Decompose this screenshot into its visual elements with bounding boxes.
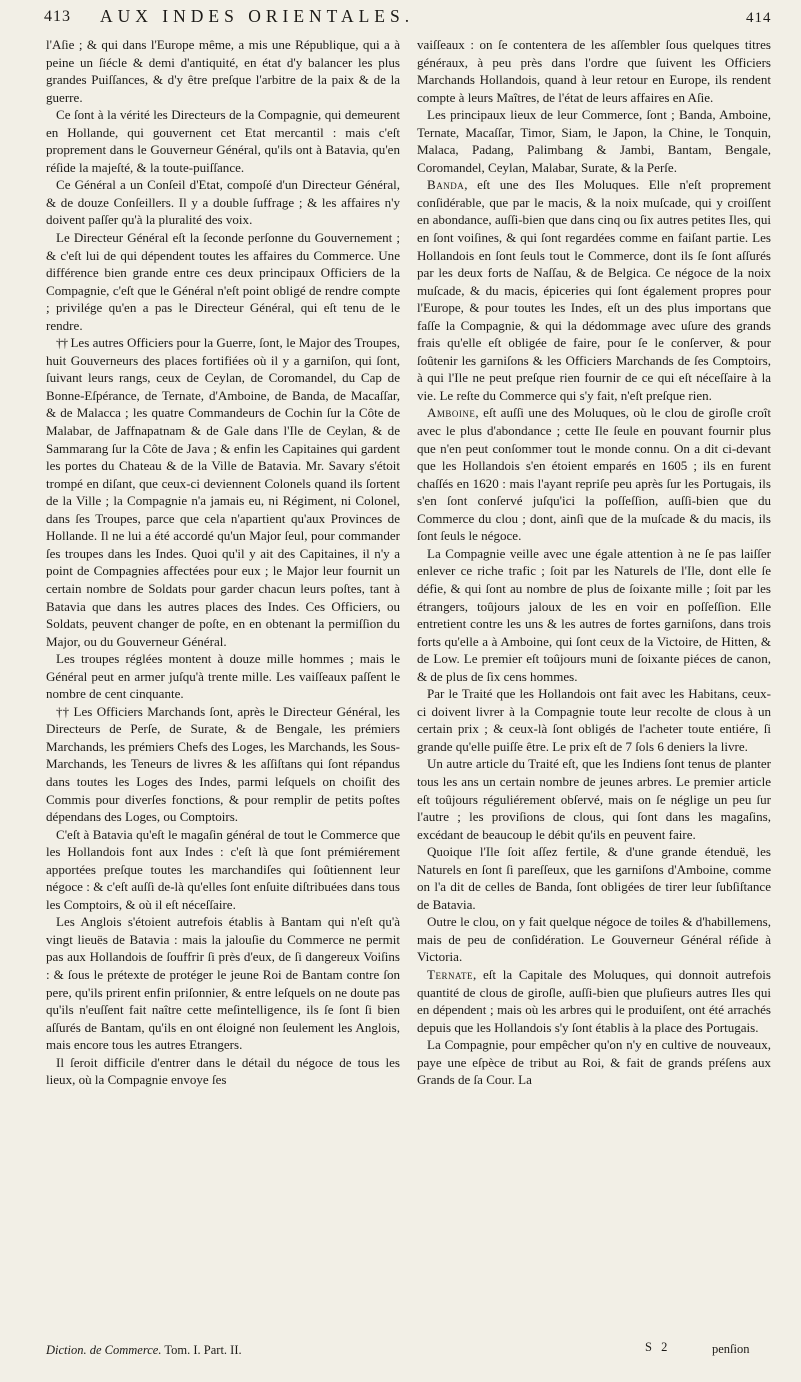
paragraph — [417, 36, 771, 106]
paragraph-text: Le Directeur Général eſt la ſeconde perſonne du Gouvernement ; & c'eſt lui de qui dépendent toutes les affaires du Commerce. Une différence bien grande entre ces deux principaux Officiers de la Compagnie, c'eſt que le Général n'eſt point obligé de rendre compte ; privilége qu'en a pas le Directeur Général, qui eſt tenu de le rendre. — [46, 230, 400, 333]
section-mark: †† — [56, 703, 70, 719]
paragraph — [46, 106, 400, 176]
paragraph-text: , eſt la Capitale des Moluques, qui donnoit autrefois quantité de clous de giroſle, auſſi-bien que pluſieurs autres Iles qui en dépendent ; mais où les arbres qui le produiſent, ont été arrachés depuis que les Hollandois s'y ſont établis à la place des Portugais. — [417, 966, 771, 1035]
source-title: Diction. de Commerce. — [46, 1343, 162, 1357]
paragraph-text: Il ſeroit difficile d'entrer dans le détail du négoce de tous les lieux, où la Compagnie envoye ſes — [46, 1054, 400, 1088]
paragraph-text: La Compagnie veille avec une égale attention à ne ſe pas laiſſer enlever ce riche trafic ; ſoit par les Naturels de l'Ile, dont elle ſe défie, & qui ſont au nombre de plus de ſoixante mille ; ſoit par les étrangers, toûjours jaloux de les en voir en poſſeſſion. Elle entretient contre les uns & les autres de fortes garniſons, dans trois forts qu'elle a à Amboine, qui ſont ceux de la Victoire, de Hitten, & de Low. Le premier eſt toûjours muni de ſoixante piéces de canon, & de plus de ſix cens hommes. — [417, 545, 771, 684]
paragraph-text: Les Anglois s'étoient autrefois établis à Bantam qui n'eſt qu'à vingt lieuës de Batavia : mais la jalouſie du Commerce ne permit pas aux Hollandois de ſouffrir ſi près d'eux, de ſi dangereux Voiſins : & ſous le prétexte de protéger le jeune Roi de Bantam contre ſon pere, qu'ils prirent enfin priſonnier, & entre leſquels on ne doute pas qu'ils n'euſſent fait naître cette meſintelligence, ils ſe ſont ſi bien aſſurés de Bantam, qu'ils en ont éloigné non ſeulement les Anglois, mais encore tous les autres Etrangers. — [46, 914, 400, 1053]
paragraph — [417, 106, 771, 176]
paragraph — [46, 826, 400, 914]
source-volume: Tom. I. Part. II. — [164, 1343, 242, 1357]
paragraph-text: Les autres Officiers pour la Guerre, ſont, le Major des Troupes, huit Gouverneurs des places fortifiées où il y a garniſon, qui ſont, ſuivant leurs rangs, ceux de Ceylan, de Coromandel, du Cap de Bonne-Eſpérance, de Ternate, d'Amboine, de Banda, de Macaſſar, & de Malacca ; les quatre Commandeurs de Cochin ſur la Côte de Malabar, de Jaffnapatnam & de Gale dans l'Ile de Ceylan, & de Sammarang ſur la Côte de Java ; & enfin les Capitaines qui gardent les portes du Chateau & de la Ville de Batavia. Mr. Savary s'étoit trompé en diſant, que ceux-ci deviennent Colonels quand ils ſortent de la Ville ; la Compagnie n'a jamais eu, ni Régiment, ni Colonel, dans ſes Troupes, parce que cela n'apartient qu'aux Provinces de Hollande. Il ne lui a été accordé qu'un Major ſeul, pour commander ſes troupes dans les Indes. Quoi qu'il y ait des Capitaines, il n'y a point de Compagnies affectées pour eux ; le Major leur fournit un certain nombre de Soldats pour garder chacun leurs poſtes, tant à Batavia que dans les autres places des Indes. Ces Officiers, ou Soldats, peuvent changer de poſte, en en obtenant la permiſſion du Major, ou du Gouverneur Général. — [46, 335, 401, 649]
paragraph — [417, 545, 771, 685]
paragraph-text: Quoique l'Ile ſoit aſſez fertile, & d'une grande étenduë, les Naturels en ſont ſi pareſſeux, que les garniſons d'Amboine, comme on l'a dit de celles de Banda, ſont obligées de tirer leur ſubſiſtance de Batavia. — [417, 844, 771, 912]
right-text-column — [417, 36, 771, 1089]
signature-mark: S 2 — [645, 1340, 671, 1354]
paragraph-text: , eſt une des Iles Moluques. Elle n'eſt proprement conſidérable, que par le macis, & la noix muſcade, qui y croiſſent en abondance, auſſi-bien que dans cinq ou ſix autres petites Iles, qui en ſont voiſines, & qui ſont regardées comme en faiſant partie. Les Hollandois en ſont ſeuls tout le Commerce, dont ils ſe ſont aſſurés par les deux forts de Naſſau, & de Belgica. Ce négoce de la noix muſcade, & du macis, épiceries qui ſont également propres pour l'Europe, & pour toutes les Indes, eſt un des plus importans que faſſe la Compagnie, & qui la dédommage avec uſure des grands frais qu'elle eſt obligée de faire, pour ſe le conſerver, & pour ſoûtenir les garniſons & les Officiers Marchands de ſes Comptoirs, à qui l'Ile ne peut preſque rien fournir de ce qui eſt néceſſaire à la vie. Le reſte du Commerce qui s'y fait, n'eſt preſque rien. — [417, 177, 771, 403]
paragraph — [46, 650, 400, 703]
paragraph — [46, 913, 400, 1053]
paragraph-text: l'Aſie ; & qui dans l'Europe même, a mis une République, qui a à peine un ſiécle & demi d'antiquité, en état d'y balancer les plus grandes Puiſſances, & d'y être preſque l'arbitre de la paix & de la guerre. — [46, 37, 400, 105]
paragraph-text: , eſt auſſi une des Moluques, où le clou de giroſle croît avec le plus d'abondance ; cette Ile ſeule en pouvant fournir plus que n'en peut conſommer tout le monde connu. On a dit ci-devant que les Hollandois s'en étoient emparés en 1605 ; ils en furent chaſſés en 1620 : mais l'ayant repriſe peu après ſur les Portugais, ils s'en ſont conſervé juſqu'ici la poſſeſſion, auſſi-bien que du Commerce du clou ; dont, ainſi que de la muſcade & du macis, ils ſont ſeuls le négoce. — [417, 405, 771, 544]
paragraph — [417, 404, 771, 544]
paragraph — [417, 843, 771, 913]
paragraph-text: Ce ſont à la vérité les Directeurs de la Compagnie, qui demeurent en Hollande, qui gouvernent cet Etat mercantil : mais c'eſt proprement dans le Gouverneur Général, qu'ils ont à Batavia, qu'en réſide la majeſté, & la toute-puiſſance. — [46, 107, 400, 175]
paragraph-text: C'eſt à Batavia qu'eſt le magaſin général de tout le Commerce que les Hollandois font aux Indes : c'eſt là que ſont prémiérement apportées preſque toutes les marchandiſes qui ſoûtiennent leur négoce : & c'eſt auſſi de-là qu'elles ſont enſuite diſtribuées dans tous les Comptoirs, & où il eſt néceſſaire. — [46, 826, 400, 912]
running-title: AUX INDES ORIENTALES. — [100, 6, 415, 26]
section-mark: †† — [56, 335, 68, 351]
paragraph — [417, 966, 771, 1036]
paragraph-text: Les Officiers Marchands ſont, après le Directeur Général, les Directeurs de Perſe, de Surate, & de Bengale, les prémiers Marchands, les prémiers Chefs des Loges, les Marchands, les Sous-Marchands, les Teneurs de livres & les aſſiſtans qui ſont répandus dans toutes les Loges des Indes, parmi leſquels on choiſit des Commis pour diverſes fonctions, & pour remplir de petits poſtes dépendans des Loges, ou Comptoirs. — [46, 703, 400, 825]
paragraph — [46, 1054, 400, 1089]
paragraph-text: Les principaux lieux de leur Commerce, ſont ; Banda, Amboine, Ternate, Macaſſar, Timor, Siam, le Japon, la Chine, le Tonquin, Malaca, Padang, Palimbang & Jambi, Bantam, Bengale, Coromandel, Ceylan, Malabar, Surate, & la Perſe. — [417, 107, 771, 175]
catchword: penſion — [712, 1342, 750, 1356]
paragraph — [46, 229, 400, 334]
place-name: Amboine — [427, 405, 476, 421]
paragraph — [46, 334, 400, 650]
paragraph-text: Par le Traité que les Hollandois ont fait avec les Habitans, ceux-ci doivent livrer à la Compagnie toute leur recolte de clous à un certain prix ; & ceux-là ſont obligés de l'acheter toute entiére, ſi grande qu'elle puiſſe être. Le prix eſt de 7 ſols 6 deniers la livre. — [417, 686, 771, 754]
paragraph-text: Un autre article du Traité eſt, que les Indiens ſont tenus de planter tous les ans un certain nombre de jeunes arbres. Le premier article eſt toûjours réguliérement obſervé, mais on ſe néglige un peu ſur l'autre ; les proviſions de clous, qui ſont dans les magaſins, excédant de beaucoup le débit qu'ils en peuvent faire. — [417, 756, 771, 842]
page-number-left: 413 — [44, 8, 71, 25]
paragraph — [46, 36, 400, 106]
paragraph — [417, 913, 771, 966]
paragraph-text: Les troupes réglées montent à douze mille hommes ; mais le Général peut en armer juſqu'à trente mille. Les vaiſſeaux paſſent le nombre de cent cinquante. — [46, 651, 400, 702]
running-header — [0, 4, 801, 34]
paragraph — [46, 176, 400, 229]
paragraph — [46, 703, 400, 826]
paragraph — [417, 755, 771, 843]
place-name: Ternate — [427, 966, 473, 982]
paragraph — [417, 685, 771, 755]
place-name: Banda — [427, 177, 465, 193]
paragraph — [417, 1036, 771, 1089]
left-text-column — [46, 36, 400, 1089]
paragraph-text: Outre le clou, on y fait quelque négoce de toiles & d'habillemens, mais de peu de conſidération. Le Gouverneur Général réſide à Victoria. — [417, 914, 771, 965]
source-reference — [46, 1342, 400, 1359]
paragraph-text: La Compagnie, pour empêcher qu'on n'y en cultive de nouveaux, paye une eſpèce de tribut au Roi, & fait de grands préſens aux Grands de ſa Cour. La — [417, 1037, 771, 1088]
page-number-right: 414 — [746, 10, 772, 26]
paragraph-text: vaiſſeaux : on ſe contentera de les aſſembler ſous quelques titres généraux, à peu près dans l'ordre que ſuivent les Officiers Marchands Hollandois, quand à leur retour en Europe, ils rendent compte à leurs Maîtres, de l'état de leurs affaires en Aſie. — [417, 37, 771, 105]
paragraph-text: Ce Général a un Conſeil d'Etat, compoſé d'un Directeur Général, & de douze Conſeillers. Il y a double ſuffrage ; & les affaires n'y doivent paſſer qu'à la pluralité des voix. — [46, 177, 400, 228]
paragraph — [417, 176, 771, 404]
